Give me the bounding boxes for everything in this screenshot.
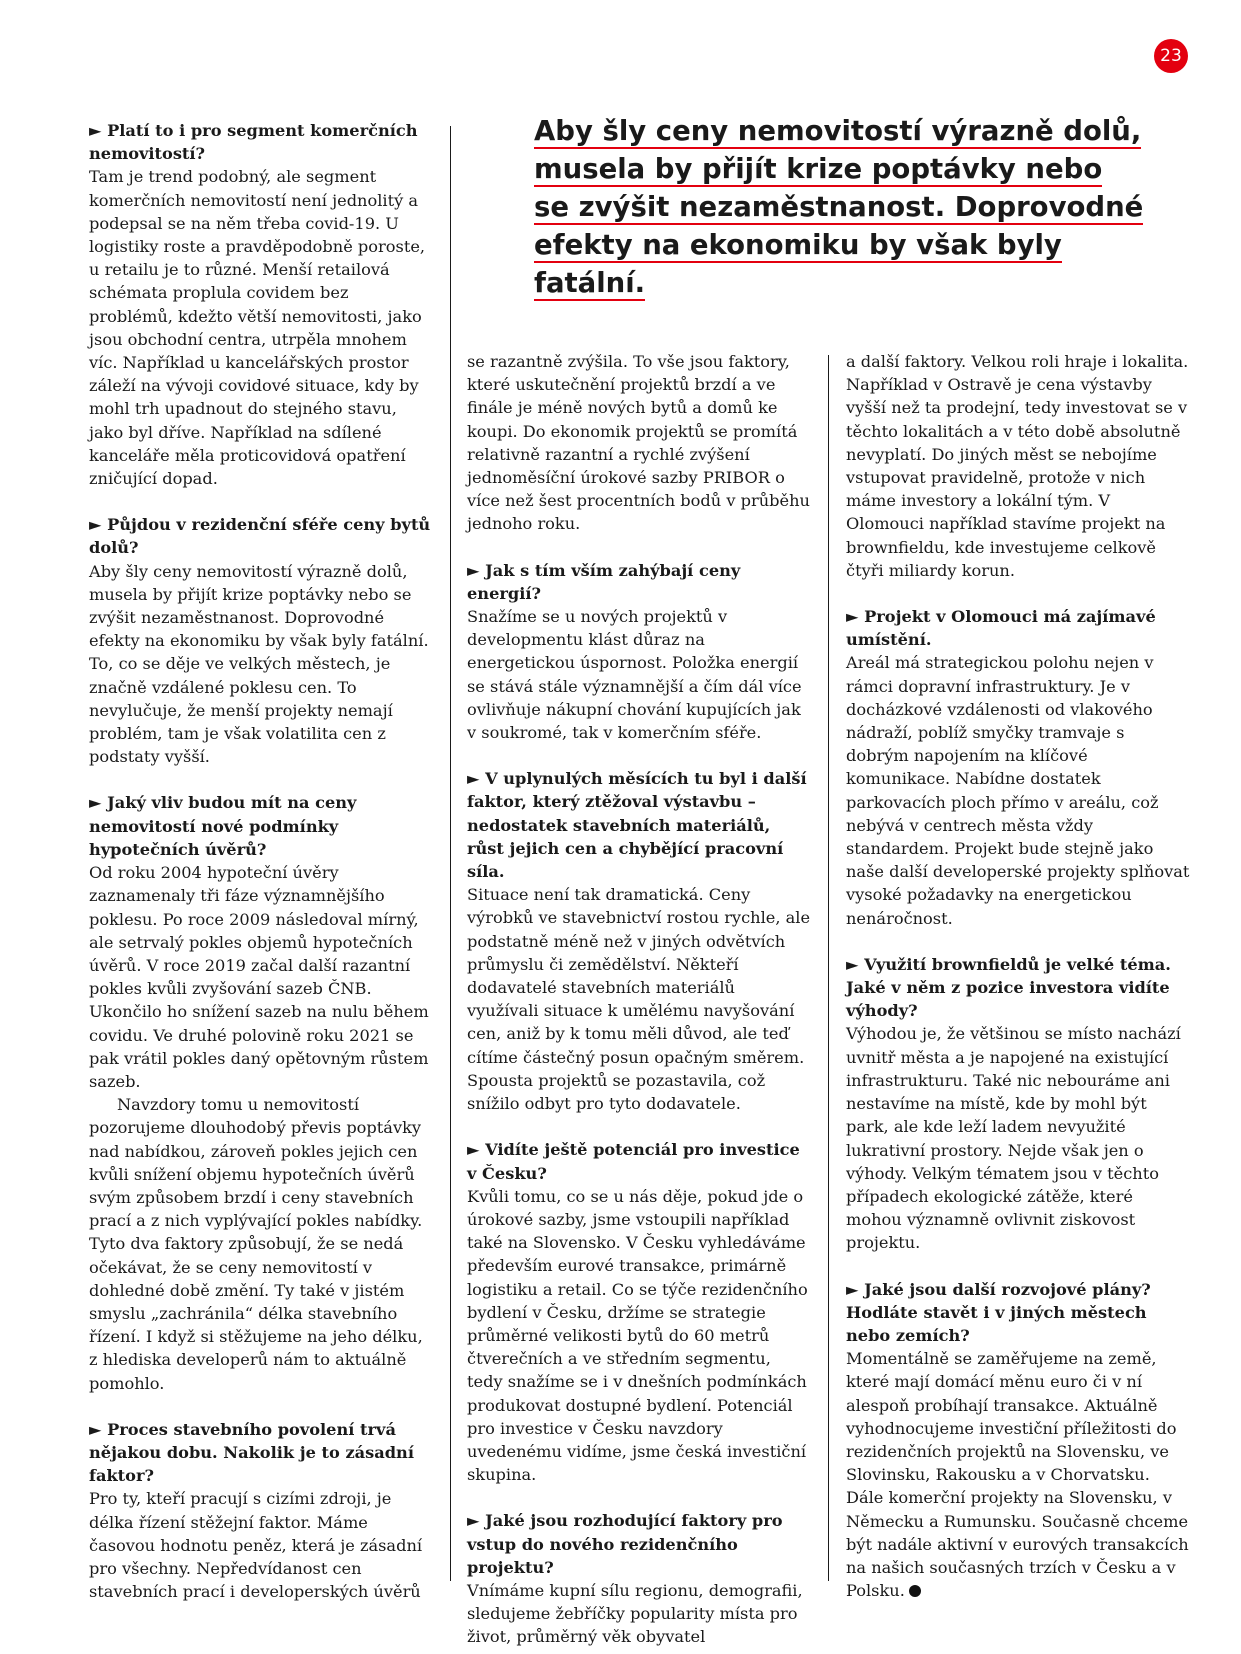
interview-answer: Tam je trend podobný, ale segment komerčních nemovitostí není jednolitý a podepsal se na něm třeba covid-19. U logistiky roste a pravděpodobně poroste, u retailu je to různé. Menší retailová schémata proplula covidem bez problémů, kdežto větší nemovitosti, jako jsou obchodní centra, utrpěla mnohem víc. Například u kancelářských prostor záleží na vývoji covidové situace, kdy by mohl trh upadnout do stejného stavu, jako byl dříve. Například na sdílené kanceláře měla proticovidová opatření zničující dopad. <box>89 167 426 489</box>
interview-answer: Kvůli tomu, co se u nás děje, pokud jde o úrokové sazby, jsme vstoupili například také na Slovensko. V Česku vyhledáváme především eurové transakce, primárně logistiku a retail. Co se týče rezidenčního bydlení v Česku, držíme se strategie průměrné velikosti bytů do 60 metrů čtverečních a ve středním segmentu, tedy snažíme se i v dnešních podmínkách produkovat dostupné bydlení. Potenciál pro investice v Česku navzdory uvedenému vidíme, jsme česká investiční skupina. <box>467 1186 808 1485</box>
column-divider <box>450 126 451 1581</box>
interview-question: ► Vidíte ještě potenciál pro investice v Česku? <box>467 1140 800 1183</box>
interview-question: ► Proces stavebního povolení trvá nějakou dobu. Nakolik je to zásadní faktor? <box>89 1419 414 1486</box>
interview-answer: Situace není tak dramatická. Ceny výrobků ve stavebnictví rostou rychle, ale podstatně méně než v jiných odvětvích průmyslu či zemědělství. Někteří dodavatelé stavebních materiálů využívali situace k umělému navyšování cen, aniž by k tomu měli důvod, ale teď cítíme částečný posun opačným směrem. Spousta projektů se pozastavila, což snížilo odbyt pro tyto dodavatele. <box>467 885 811 1114</box>
pull-quote-line: musela by přijít krize poptávky nebo <box>534 153 1103 185</box>
interview-answer: Vnímáme kupní sílu regionu, demografii, sledujeme žebříčky popularity místa pro život, průměrný věk obyvatel <box>467 1580 803 1647</box>
end-mark-icon <box>909 1585 921 1597</box>
interview-question: ► Jaký vliv budou mít na ceny nemovitostí nové podmínky hypotečních úvěrů? <box>89 793 357 859</box>
interview-question: ► Jaké jsou rozhodující faktory pro vstup do nového rezidenčního projektu? <box>467 1511 783 1577</box>
interview-answer-text: Momentálně se zaměřujeme na země, které mají domácí měnu euro či v ní alespoň probíhají transakce. Aktuálně vyhodnocujeme investiční příležitosti do rezidenčních projektů na Slovensku, ve Slovinsku, Rakousku a v Chorvatsku. Dále komerční projekty na Slovensku, v Německu a Rumunsku. Současně chceme být nadále aktivní v eurových transakcích na našich současných trzích v Česku a v Polsku. <box>846 1349 1189 1601</box>
pull-quote-line: Aby šly ceny nemovitostí výrazně dolů, <box>534 115 1142 147</box>
interview-answer: Snažíme se u nových projektů v developmentu klást důraz na energetickou úspornost. Položka energií se stává stále významnější a čím dál více ovlivňuje nákupní chování kupujících jak v soukromé, tak v komerčním sféře. <box>467 607 802 743</box>
pull-quote-line: efekty na ekonomiku by však byly fatální. <box>534 229 1062 299</box>
interview-question: ► Jak s tím vším zahýbají ceny energií? <box>467 560 741 603</box>
column-divider <box>828 355 829 1581</box>
pull-quote-line: se zvýšit nezaměstnanost. Doprovodné <box>534 191 1144 223</box>
article-column-1 <box>89 119 433 1603</box>
interview-question: ► Půjdou v rezidenční sféře ceny bytů dolů? <box>89 515 431 558</box>
page-number-badge: 23 <box>1154 39 1188 73</box>
interview-answer: Areál má strategickou polohu nejen v rámci dopravní infrastruktury. Je v docházkové vzdálenosti od vlakového nádraží, poblíž smyčky tramvaje s dobrým napojením na klíčové komunikace. Nabídne dostatek parkovacích ploch přímo v areálu, což nebývá v centrech města vždy standardem. Projekt bude stejně jako naše další developerské projekty splňovat vysoké požadavky na energetickou nenáročnost. <box>846 653 1190 928</box>
interview-question: ► V uplynulých měsících tu byl i další faktor, který ztěžoval výstavbu – nedostatek stavebních materiálů, růst jejich cen a chybějící pracovní síla. <box>467 769 807 882</box>
interview-answer: se razantně zvýšila. To vše jsou faktory, které uskutečnění projektů brzdí a ve finále je méně nových bytů a domů ke koupi. Do ekonomik projektů se promítá relativně razantní a rychlé zvýšení jednoměsíční úrokové sazby PRIBOR o více než šest procentních bodů v průběhu jednoho roku. <box>467 352 810 534</box>
interview-question: ► Jaké jsou další rozvojové plány? Hodláte stavět i v jiných městech nebo zemích? <box>846 1279 1151 1345</box>
interview-answer: Aby šly ceny nemovitostí výrazně dolů, musela by přijít krize poptávky nebo se zvýšit nezaměstnanost. Doprovodné efekty na ekonomiku by však byly fatální. To, co se děje ve velkých městech, je značně vzdálené poklesu cen. To nevylučuje, že menší projekty nemají problém, tam je však volatilita cen z podstaty vyšší. <box>89 561 429 767</box>
article-column-2 <box>467 350 811 1649</box>
interview-answer: Navzdory tomu u nemovitostí pozorujeme dlouhodobý převis poptávky nad nabídkou, zároveň pokles jejich cen kvůli snížení objemu hypotečních úvěrů svým způsobem brzdí i ceny stavebních prací a z nich vyplývající pokles nabídky. Tyto dva faktory způsobují, že se nedá očekávat, že se ceny nemovitostí v dohledné době změní. Ty také v jistém smyslu „zachránila“ délka stavebního řízení. I když si stěžujeme na jeho délku, z hlediska developerů nám to aktuálně pomohlo. <box>89 1095 423 1393</box>
interview-answer: Výhodou je, že většinou se místo nachází uvnitř města a je napojené na existující infrastrukturu. Také nic nebouráme ani nestavíme na místě, kde by mohl být park, ale kde leží ladem nevyužité lukrativní prostory. Nejde však jen o výhody. Velkým tématem jsou v těchto případech ekologické zátěže, které mohou významně ovlivnit ziskovost projektu. <box>846 1024 1181 1253</box>
interview-answer-final <box>846 1347 1192 1602</box>
article-column-3 <box>846 350 1192 1602</box>
interview-answer: Pro ty, kteří pracují s cizími zdroji, je délka řízení stěžejní faktor. Máme časovou hodnotu peněz, která je zásadní pro všechny. Nepředvídanost cen stavebních prací i developerských úvěrů <box>89 1489 423 1602</box>
interview-answer: a další faktory. Velkou roli hraje i lokalita. Například v Ostravě je cena výstavby vyšší než ta prodejní, tedy investovat se v těchto lokalitách a v této době absolutně nevyplatí. Do jiných měst se nebojíme vstupovat pravidelně, protože v nich máme investory a lokální tým. V Olomouci například stavíme projekt na brownfieldu, kde investujeme celkově čtyři miliardy korun. <box>846 352 1189 580</box>
interview-answer: Od roku 2004 hypoteční úvěry zaznamenaly tři fáze významnějšího poklesu. Po roce 2009 následoval mírný, ale setrvalý pokles objemů hypotečních úvěrů. V roce 2019 začal další razantní pokles kvůli zvyšování sazeb ČNB. Ukončilo ho snížení sazeb na nulu během covidu. Ve druhé polovině roku 2021 se pak vrátil pokles daný opětovným růstem sazeb. <box>89 863 429 1091</box>
pull-quote <box>534 112 1154 302</box>
interview-question: ► Platí to i pro segment komerčních nemovitostí? <box>89 121 418 164</box>
interview-question: ► Projekt v Olomouci má zajímavé umístění. <box>846 607 1156 650</box>
interview-question: ► Využití brownfieldů je velké téma. Jaké v něm z pozice investora vidíte výhody? <box>846 954 1171 1021</box>
